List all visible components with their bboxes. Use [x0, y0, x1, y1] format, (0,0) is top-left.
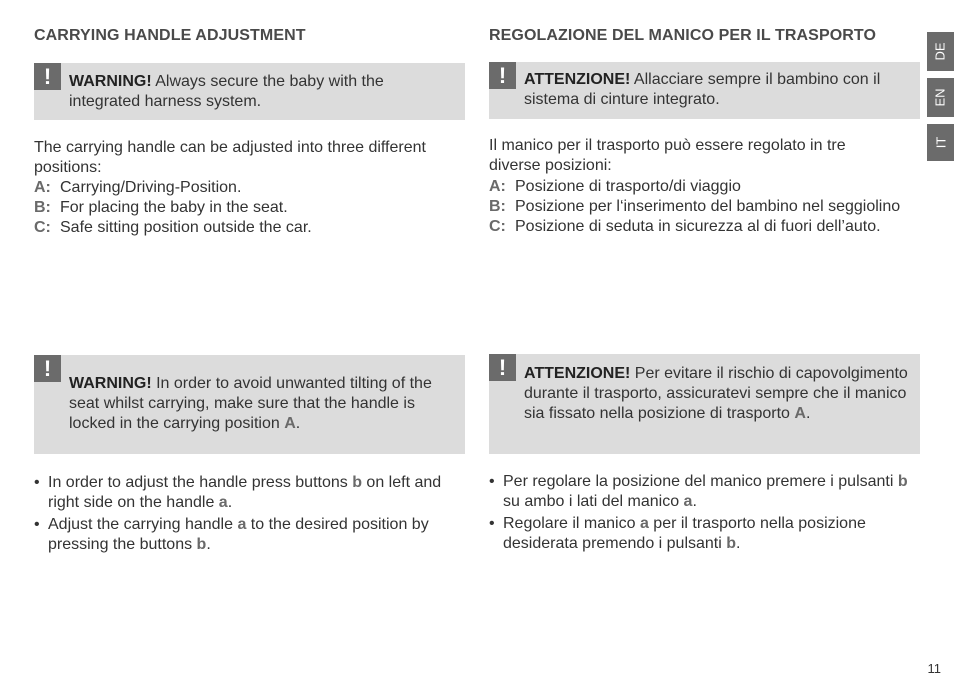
exclamation-icon: ! — [34, 355, 61, 382]
warning-body: Always secure the baby with the integrated harness system. — [69, 73, 384, 110]
warning-text: ATTENZIONE! Per evitare il rischio di capovolgimento durante il trasporto, assicuratevi sempre che il manico sia fissato nella posizione di trasporto A. — [524, 365, 908, 422]
list-item: • In order to adjust the handle press buttons b on left and right side on the handle a. — [34, 474, 442, 511]
position-item-b: B: Posizione per l‘inserimento del bambino nel seggiolino — [489, 198, 901, 215]
instructions-list-it — [489, 472, 920, 556]
instructions-list-en — [34, 473, 465, 557]
language-tab-de[interactable]: DE — [927, 32, 954, 71]
list-item: • Adjust the carrying handle a to the desired position by pressing the buttons b. — [34, 516, 429, 553]
positions-list-en — [34, 178, 312, 238]
warning-body: Per evitare il rischio di capovolgimento durante il trasporto, assicuratevi sempre che il manico sia fissato nella posizione di trasporto — [524, 365, 908, 422]
list-item: • Per regolare la posizione del manico premere i pulsanti b su ambo i lati del manico a. — [489, 473, 908, 510]
warning-label: ATTENZIONE! — [524, 365, 631, 382]
warning-label: WARNING! — [69, 375, 152, 392]
intro-paragraph-en: The carrying handle can be adjusted into three different positions: — [34, 139, 426, 176]
section-heading-en: CARRYING HANDLE ADJUSTMENT — [34, 27, 306, 44]
position-item-b: B: For placing the baby in the seat. — [34, 199, 288, 216]
position-item-c: C: Posizione di seduta in sicurezza al di fuori dell’auto. — [489, 218, 881, 235]
warning-label: ATTENZIONE! — [524, 71, 631, 88]
warning-text — [524, 70, 912, 110]
position-item-a: A: Posizione di trasporto/di viaggio — [489, 178, 741, 195]
warning-box-harness-it — [489, 62, 920, 119]
position-ref: A — [284, 415, 296, 432]
intro-paragraph-it: Il manico per il trasporto può essere regolato in tre diverse posizioni: — [489, 137, 846, 174]
warning-body: Allacciare sempre il bambino con il sistema di cinture integrato. — [524, 71, 881, 108]
warning-body: In order to avoid unwanted tilting of the seat whilst carrying, make sure that the handle is locked in the carrying position — [69, 375, 432, 432]
language-tab-en[interactable]: EN — [927, 78, 954, 117]
bullet-icon: • — [34, 474, 40, 491]
page-number: 11 — [927, 661, 941, 676]
warning-box-tilting-en — [34, 355, 465, 454]
section-heading-it: REGOLAZIONE DEL MANICO PER IL TRASPORTO — [489, 27, 877, 44]
warning-box-tilting-it — [489, 354, 920, 454]
bullet-icon: • — [34, 516, 40, 533]
bullet-icon: • — [489, 515, 495, 532]
exclamation-icon: ! — [489, 354, 516, 381]
position-item-c: C: Safe sitting position outside the car. — [34, 219, 312, 236]
position-ref: A — [794, 405, 806, 422]
list-item: • Regolare il manico a per il trasporto nella posizione desiderata premendo i pulsanti b. — [489, 515, 866, 552]
warning-text — [69, 72, 457, 112]
warning-text: WARNING! In order to avoid unwanted tilting of the seat whilst carrying, make sure that the handle is locked in the carrying position A. — [69, 375, 432, 432]
position-item-a: A: Carrying/Driving-Position. — [34, 179, 242, 196]
warning-label: WARNING! — [69, 73, 152, 90]
positions-list-it — [489, 177, 900, 237]
language-tab-it[interactable]: IT — [927, 124, 954, 161]
exclamation-icon: ! — [34, 63, 61, 90]
bullet-icon: • — [489, 473, 495, 490]
warning-box-harness-en — [34, 63, 465, 120]
exclamation-icon: ! — [489, 62, 516, 89]
